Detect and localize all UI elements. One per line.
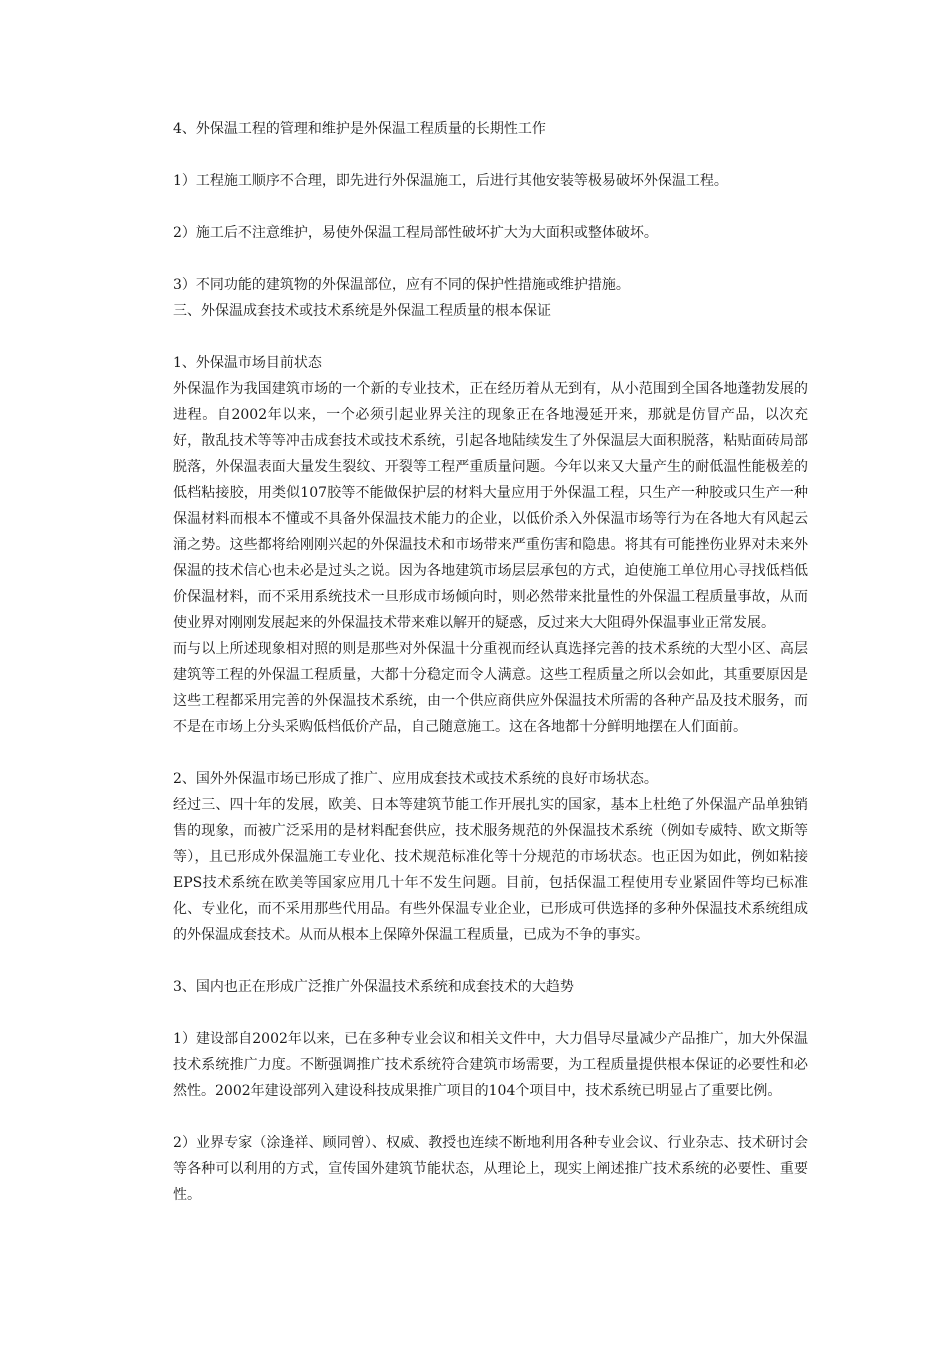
paragraph-gap [173, 324, 808, 350]
paragraph-gap [173, 1000, 808, 1026]
body-paragraph: 外保温作为我国建筑市场的一个新的专业技术，正在经历着从无到有，从小范围到全国各地蓬勃发展的进程。自2002年以来，一个必须引起业界关注的现象正在各地漫延开来，那就是仿冒产品，以次充好，散乱技术等等冲击成套技术或技术系统，引起各地陆续发生了外保温层大面积脱落，粘贴面砖局部脱落，外保温表面大量发生裂纹、开裂等工程严重质量问题。今年以来又大量产生的耐低温性能极差的低档粘接胶，用类似107胶等不能做保护层的材料大量应用于外保温工程，只生产一种胶或只生产一种保温材料而根本不懂或不具备外保温技术能力的企业，以低价杀入外保温市场等行为在各地大有风起云涌之势。这些都将给刚刚兴起的外保温技术和市场带来严重伤害和隐患。将其有可能挫伤业界对未来外保温的技术信心也未必是过头之说。因为各地建筑市场层层承包的方式，迫使施工单位用心寻找低档低价保温材料，而不采用系统技术一旦形成市场倾向时，则必然带来批量性的外保温工程质量事故，从而使业界对刚刚发展起来的外保温技术带来难以解开的疑惑，反过来大大阻碍外保温事业正常发展。 [173, 381, 808, 631]
paragraph-gap [173, 948, 808, 974]
list-item: 2）施工后不注意维护，易使外保温工程局部性破坏扩大为大面积或整体破坏。 [173, 225, 658, 241]
list-item: 2）业界专家（涂逢祥、顾同曾）、权威、教授也连续不断地利用各种专业会议、行业杂志、技术研讨会等各种可以利用的方式，宣传国外建筑节能状态，从理论上，现实上阐述推广技术系统的必要性、重要性。 [173, 1135, 808, 1203]
body-paragraph: 而与以上所述现象相对照的则是那些对外保温十分重视而经认真选择完善的技术系统的大型小区、高层建筑等工程的外保温工程质量，大都十分稳定而令人满意。这些工程质量之所以会如此，其重要原因是这些工程都采用完善的外保温技术系统，由一个供应商供应外保温技术所需的各种产品及技术服务，而不是在市场上分头采购低档低价产品，自己随意施工。这在各地都十分鲜明地摆在人们面前。 [173, 641, 808, 735]
subsection-heading-2: 2、国外外保温市场已形成了推广、应用成套技术或技术系统的良好市场状态。 [173, 771, 658, 787]
subsection-heading-3: 3、国内也正在形成广泛推广外保温技术系统和成套技术的大趋势 [173, 979, 574, 995]
paragraph-gap [173, 246, 808, 272]
paragraph-gap [173, 142, 808, 168]
paragraph-gap [173, 740, 808, 766]
body-paragraph: 经过三、四十年的发展，欧美、日本等建筑节能工作开展扎实的国家，基本上杜绝了外保温产品单独销售的现象，而被广泛采用的是材料配套供应，技术服务规范的外保温技术系统（例如专威特、欧文斯等等），且已形成外保温施工专业化、技术规范标准化等十分规范的市场状态。也正因为如此，例如粘接EPS技术系统在欧美等国家应用几十年不发生问题。目前，包括保温工程使用专业紧固件等均已标准化、专业化，而不采用那些代用品。有些外保温专业企业，已形成可供选择的多种外保温技术系统组成的外保温成套技术。从而从根本上保障外保温工程质量，已成为不争的事实。 [173, 797, 808, 943]
chapter-heading-3: 三、外保温成套技术或技术系统是外保温工程质量的根本保证 [173, 303, 551, 319]
document-body [173, 116, 808, 1208]
list-item: 3）不同功能的建筑物的外保温部位，应有不同的保护性措施或维护措施。 [173, 277, 630, 293]
list-item: 1）工程施工顺序不合理，即先进行外保温施工，后进行其他安装等极易破坏外保温工程。 [173, 173, 728, 189]
paragraph-gap [173, 194, 808, 220]
subsection-heading-1: 1、外保温市场目前状态 [173, 355, 322, 371]
list-item: 1）建设部自2002年以来，已在多种专业会议和相关文件中，大力倡导尽量减少产品推广，加大外保温技术系统推广力度。不断强调推广技术系统符合建筑市场需要，为工程质量提供根本保证的必要性和必然性。2002年建设部列入建设科技成果推广项目的104个项目中，技术系统已明显占了重要比例。 [173, 1031, 808, 1099]
paragraph-gap [173, 1104, 808, 1130]
section-heading-4: 4、外保温工程的管理和维护是外保温工程质量的长期性工作 [173, 121, 546, 137]
